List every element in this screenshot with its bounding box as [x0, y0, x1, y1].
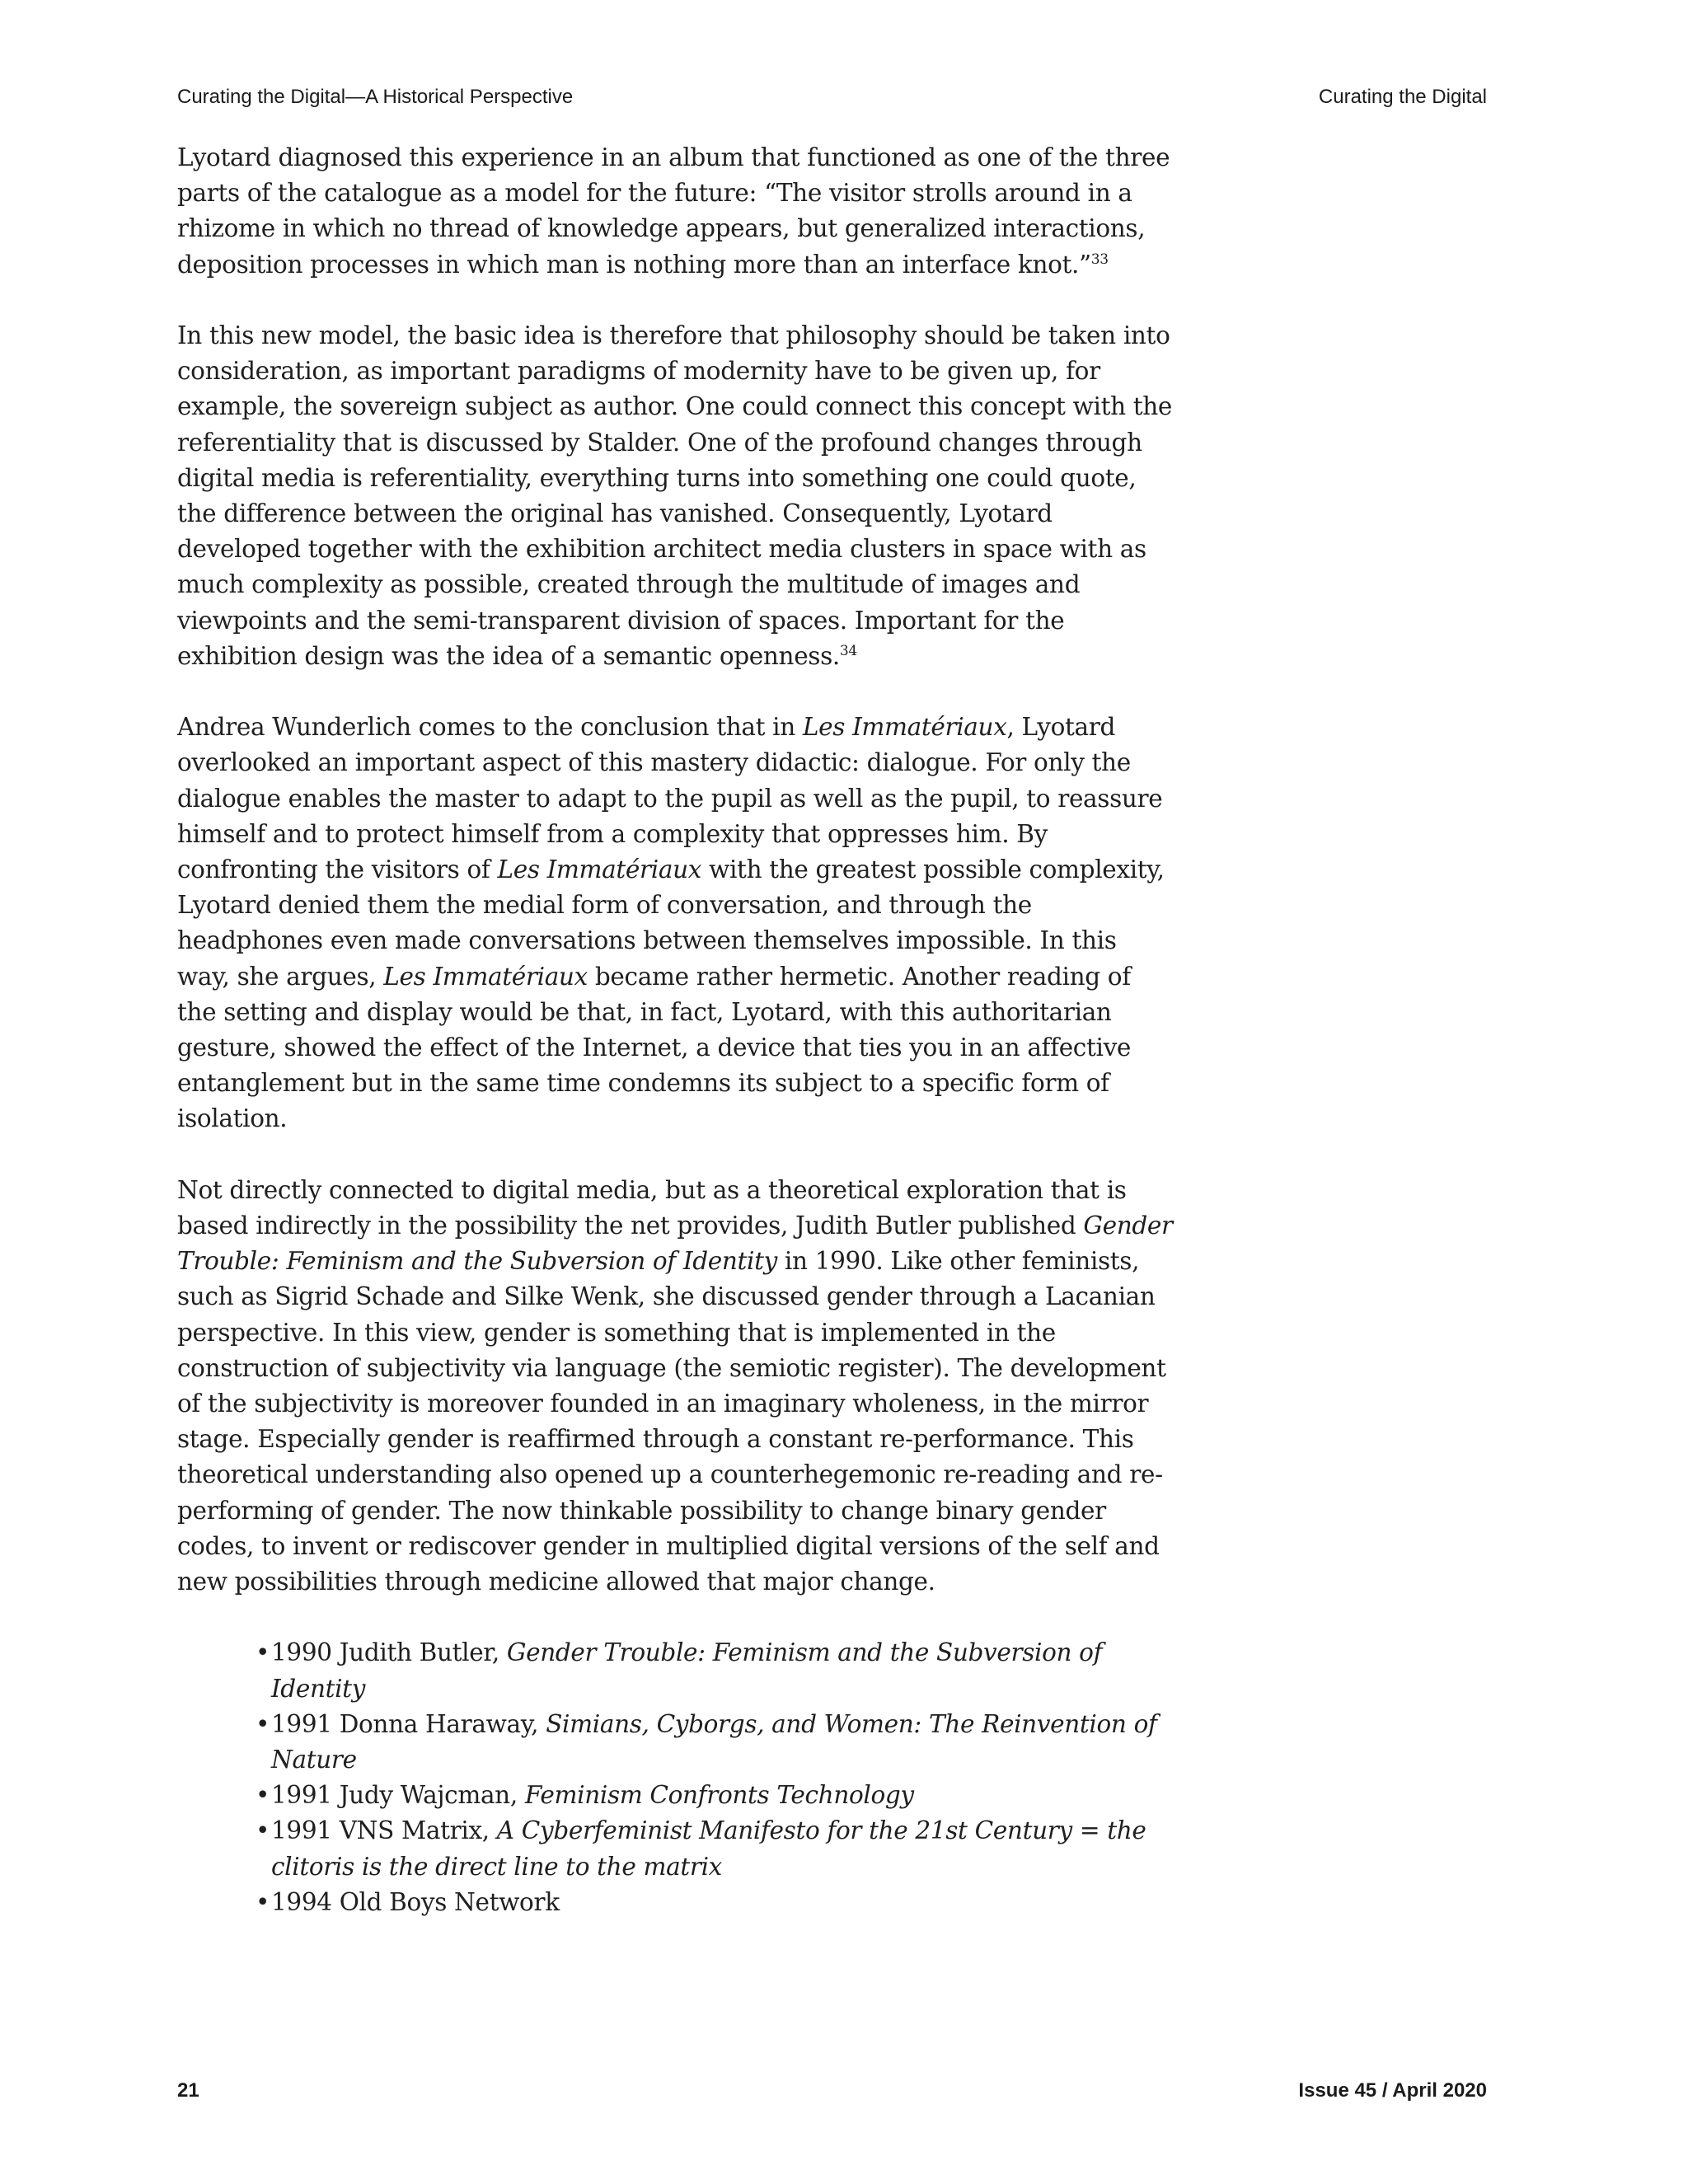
text-run: In this new model, the basic idea is therefore that philosophy should be taken into consideration, as important paradigms of modernity have to be given up, for example, the sovereign subject as author. One could connect this concept with the referentiality that is discussed by Stalder. One of the profound changes through digital media is referentiality, everything turns into something one could quote, the difference between the original has vanished. Consequently, Lyotard developed together with the exhibition architect media clusters in space with as much complexity as possible, created through the multitude of images and viewpoints and the semi-transparent division of spaces. Important for the exhibition design was the idea of a semantic openness.	[177, 321, 1173, 670]
running-footer	[177, 2079, 1487, 2102]
italic-title: Les Immatériaux	[497, 855, 702, 884]
list-item-title: Gender Trouble: Feminism and the Subversion of Identity	[271, 1638, 1103, 1703]
paragraph	[177, 140, 1175, 283]
header-section-title: Curating the Digital—A Historical Perspective	[177, 86, 574, 108]
list-item-text: 1990 Judith Butler,	[271, 1638, 507, 1667]
list-item-title: A Cyberfeminist Manifesto for the 21st Century = the clitoris is the direct line to the matrix	[271, 1816, 1146, 1881]
italic-title: Gender Trouble: Feminism and the Subversion of Identity	[177, 1212, 1173, 1276]
list-item-text: 1991 Judy Wajcman,	[271, 1781, 525, 1810]
paragraph	[177, 1173, 1175, 1600]
text-run: Andrea Wunderlich comes to the conclusion that in	[177, 713, 803, 742]
page-number: 21	[177, 2079, 199, 2102]
header-journal-title: Curating the Digital	[1318, 86, 1487, 108]
list-item	[256, 1885, 1175, 1920]
text-run: with the greatest possible complexity, Lyotard denied them the medial form of conversation, and through the headphones even made conversations between themselves impossible. In this way, she argues,	[177, 855, 1165, 991]
italic-title: Les Immatériaux	[802, 713, 1007, 742]
list-item-title: Feminism Confronts Technology	[524, 1781, 914, 1810]
paragraph	[177, 318, 1175, 674]
timeline-list	[177, 1635, 1175, 1920]
article-body	[177, 140, 1175, 1920]
list-item	[256, 1778, 1175, 1813]
text-run: , Lyotard overlooked an important aspect of this mastery didactic: dialogue. For only the dialogue enables the master to adapt to the pupil as well as the pupil, to reassure himself and to protect himself from a complexity that oppresses him. By confronting the visitors of	[177, 713, 1163, 884]
text-run: in 1990. Like other feminists, such as Sigrid Schade and Silke Wenk, she discussed gender through a Lacanian perspective. In this view, gender is something that is implemented in the construction of subjectivity via language (the semiotic register). The development of the subjectivity is moreover founded in an imaginary wholeness, in the mirror stage. Especially gender is reaffirmed through a constant re-performance. This theoretical understanding also opened up a counterhegemonic re-reading and re-performing of gender. The now thinkable possibility to change binary gender codes, to invent or rediscover gender in multiplied digital versions of the self and new possibilities through medicine allowed that major change.	[177, 1247, 1166, 1596]
list-item	[256, 1635, 1175, 1706]
footnote-ref-34[interactable]: 34	[839, 642, 857, 659]
list-item-text: 1991 VNS Matrix,	[271, 1816, 497, 1845]
running-header	[177, 86, 1487, 109]
issue-label: Issue 45 / April 2020	[1298, 2079, 1487, 2102]
footnote-ref-33[interactable]: 33	[1090, 251, 1109, 268]
list-item-title: Simians, Cyborgs, and Women: The Reinvention of Nature	[271, 1709, 1157, 1774]
list-item-text: 1991 Donna Haraway,	[271, 1709, 546, 1738]
list-item-text: 1994 Old Boys Network	[271, 1887, 560, 1916]
list-item	[256, 1707, 1175, 1778]
text-run: Not directly connected to digital media, but as a theoretical exploration that is based indirectly in the possibility the net provides, Judith Butler published	[177, 1175, 1127, 1240]
text-run: Lyotard diagnosed this experience in an album that functioned as one of the three parts of the catalogue as a model for the future: “The visitor strolls around in a rhizome in which no thread of knowledge appears, but generalized interactions, deposition processes in which man is nothing more than an interface knot.”	[177, 143, 1170, 279]
list-item	[256, 1813, 1175, 1884]
text-run: became rather hermetic. Another reading of the setting and display would be that, in fact, Lyotard, with this authoritarian gesture, showed the effect of the Internet, a device that ties you in an affective entanglement but in the same time condemns its subject to a specific form of isolation.	[177, 962, 1131, 1133]
paragraph	[177, 710, 1175, 1137]
italic-title: Les Immatériaux	[383, 962, 588, 991]
